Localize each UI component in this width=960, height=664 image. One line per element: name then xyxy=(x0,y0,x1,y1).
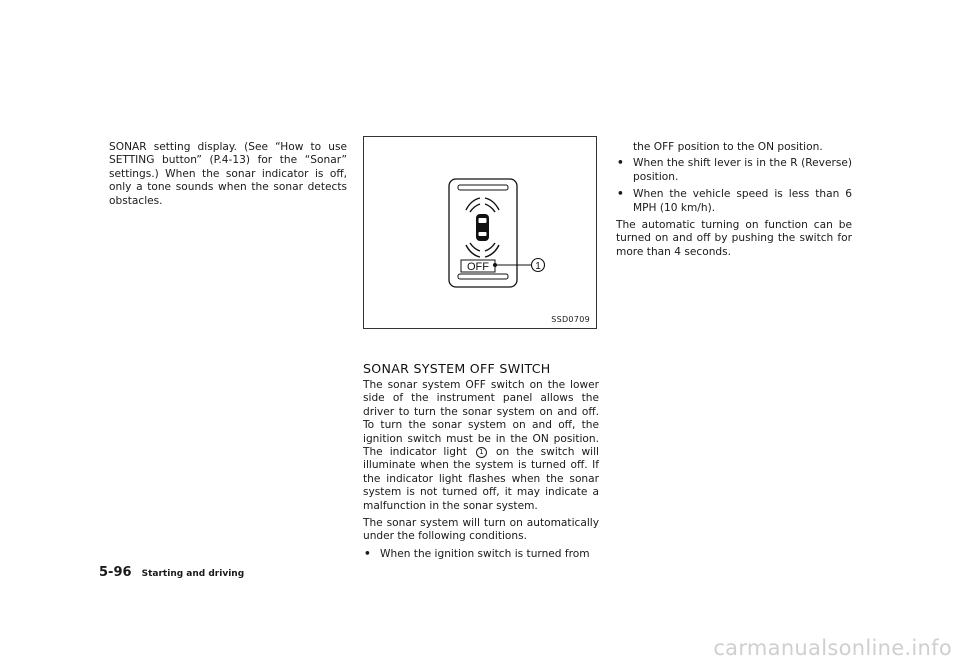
bullet-shift-lever xyxy=(616,157,852,184)
paragraph-auto-on: The sonar system will turn on automatically under the following conditions. xyxy=(363,517,599,543)
paragraph-sonar-setting: SONAR setting display. (See “How to use SETTING button” (P.4-13) for the “Sonar” settings.) When the sonar indicator is off, only a tone sounds when the sonar detects obstacles. xyxy=(109,141,347,207)
bullet-dot: • xyxy=(617,188,624,201)
bullet-ignition xyxy=(363,548,599,561)
inline-callout-number: 1 xyxy=(476,447,487,458)
paragraph-off-switch xyxy=(363,379,599,513)
page-number: 5-96 xyxy=(99,565,132,580)
paragraph-off-switch-part2: on the switch will illuminate when the system is turned off. If the indicator light flashes when the sonar system is not turned off, it may indicate a malfunction in the sonar system. xyxy=(363,446,599,512)
bottom-slot xyxy=(458,274,508,279)
middle-column xyxy=(363,361,599,565)
bullet-dot: • xyxy=(364,547,371,560)
bullet-dot: • xyxy=(617,157,624,170)
paragraph-auto-function: The automatic turning on function can be turned on and off by pushing the switch for more than 4 seconds. xyxy=(616,219,852,258)
bullet-ignition-continued: the OFF position to the ON position. xyxy=(633,141,823,153)
left-column xyxy=(109,141,347,212)
switch-diagram xyxy=(364,137,598,330)
top-slot xyxy=(458,185,508,190)
section-title: Starting and driving xyxy=(141,569,245,579)
bullet-vehicle-speed-text: When the vehicle speed is less than 6 MPH (10 km/h). xyxy=(633,188,852,214)
paragraph-off-switch-part1: The sonar system OFF switch on the lower side of the instrument panel allows the driver to turn the sonar system on and off. To turn the sonar system on and off, the ignition switch must be in the ON position. The indicator light xyxy=(363,379,599,459)
bullet-shift-lever-text: When the shift lever is in the R (Reverse) position. xyxy=(633,157,852,183)
switch-illustration xyxy=(363,136,597,329)
bullet-ignition-text: When the ignition switch is turned from xyxy=(380,547,590,560)
off-label: OFF xyxy=(467,261,489,273)
callout-number: 1 xyxy=(535,261,541,272)
bullet-vehicle-speed xyxy=(616,188,852,215)
figure-code: SSD0709 xyxy=(551,315,590,324)
section-heading: SONAR SYSTEM OFF SWITCH xyxy=(363,361,551,376)
page-footer xyxy=(99,561,244,580)
car-sonar-icon xyxy=(466,198,499,257)
watermark: carmanualsonline.info xyxy=(713,636,952,660)
right-column xyxy=(616,141,852,263)
